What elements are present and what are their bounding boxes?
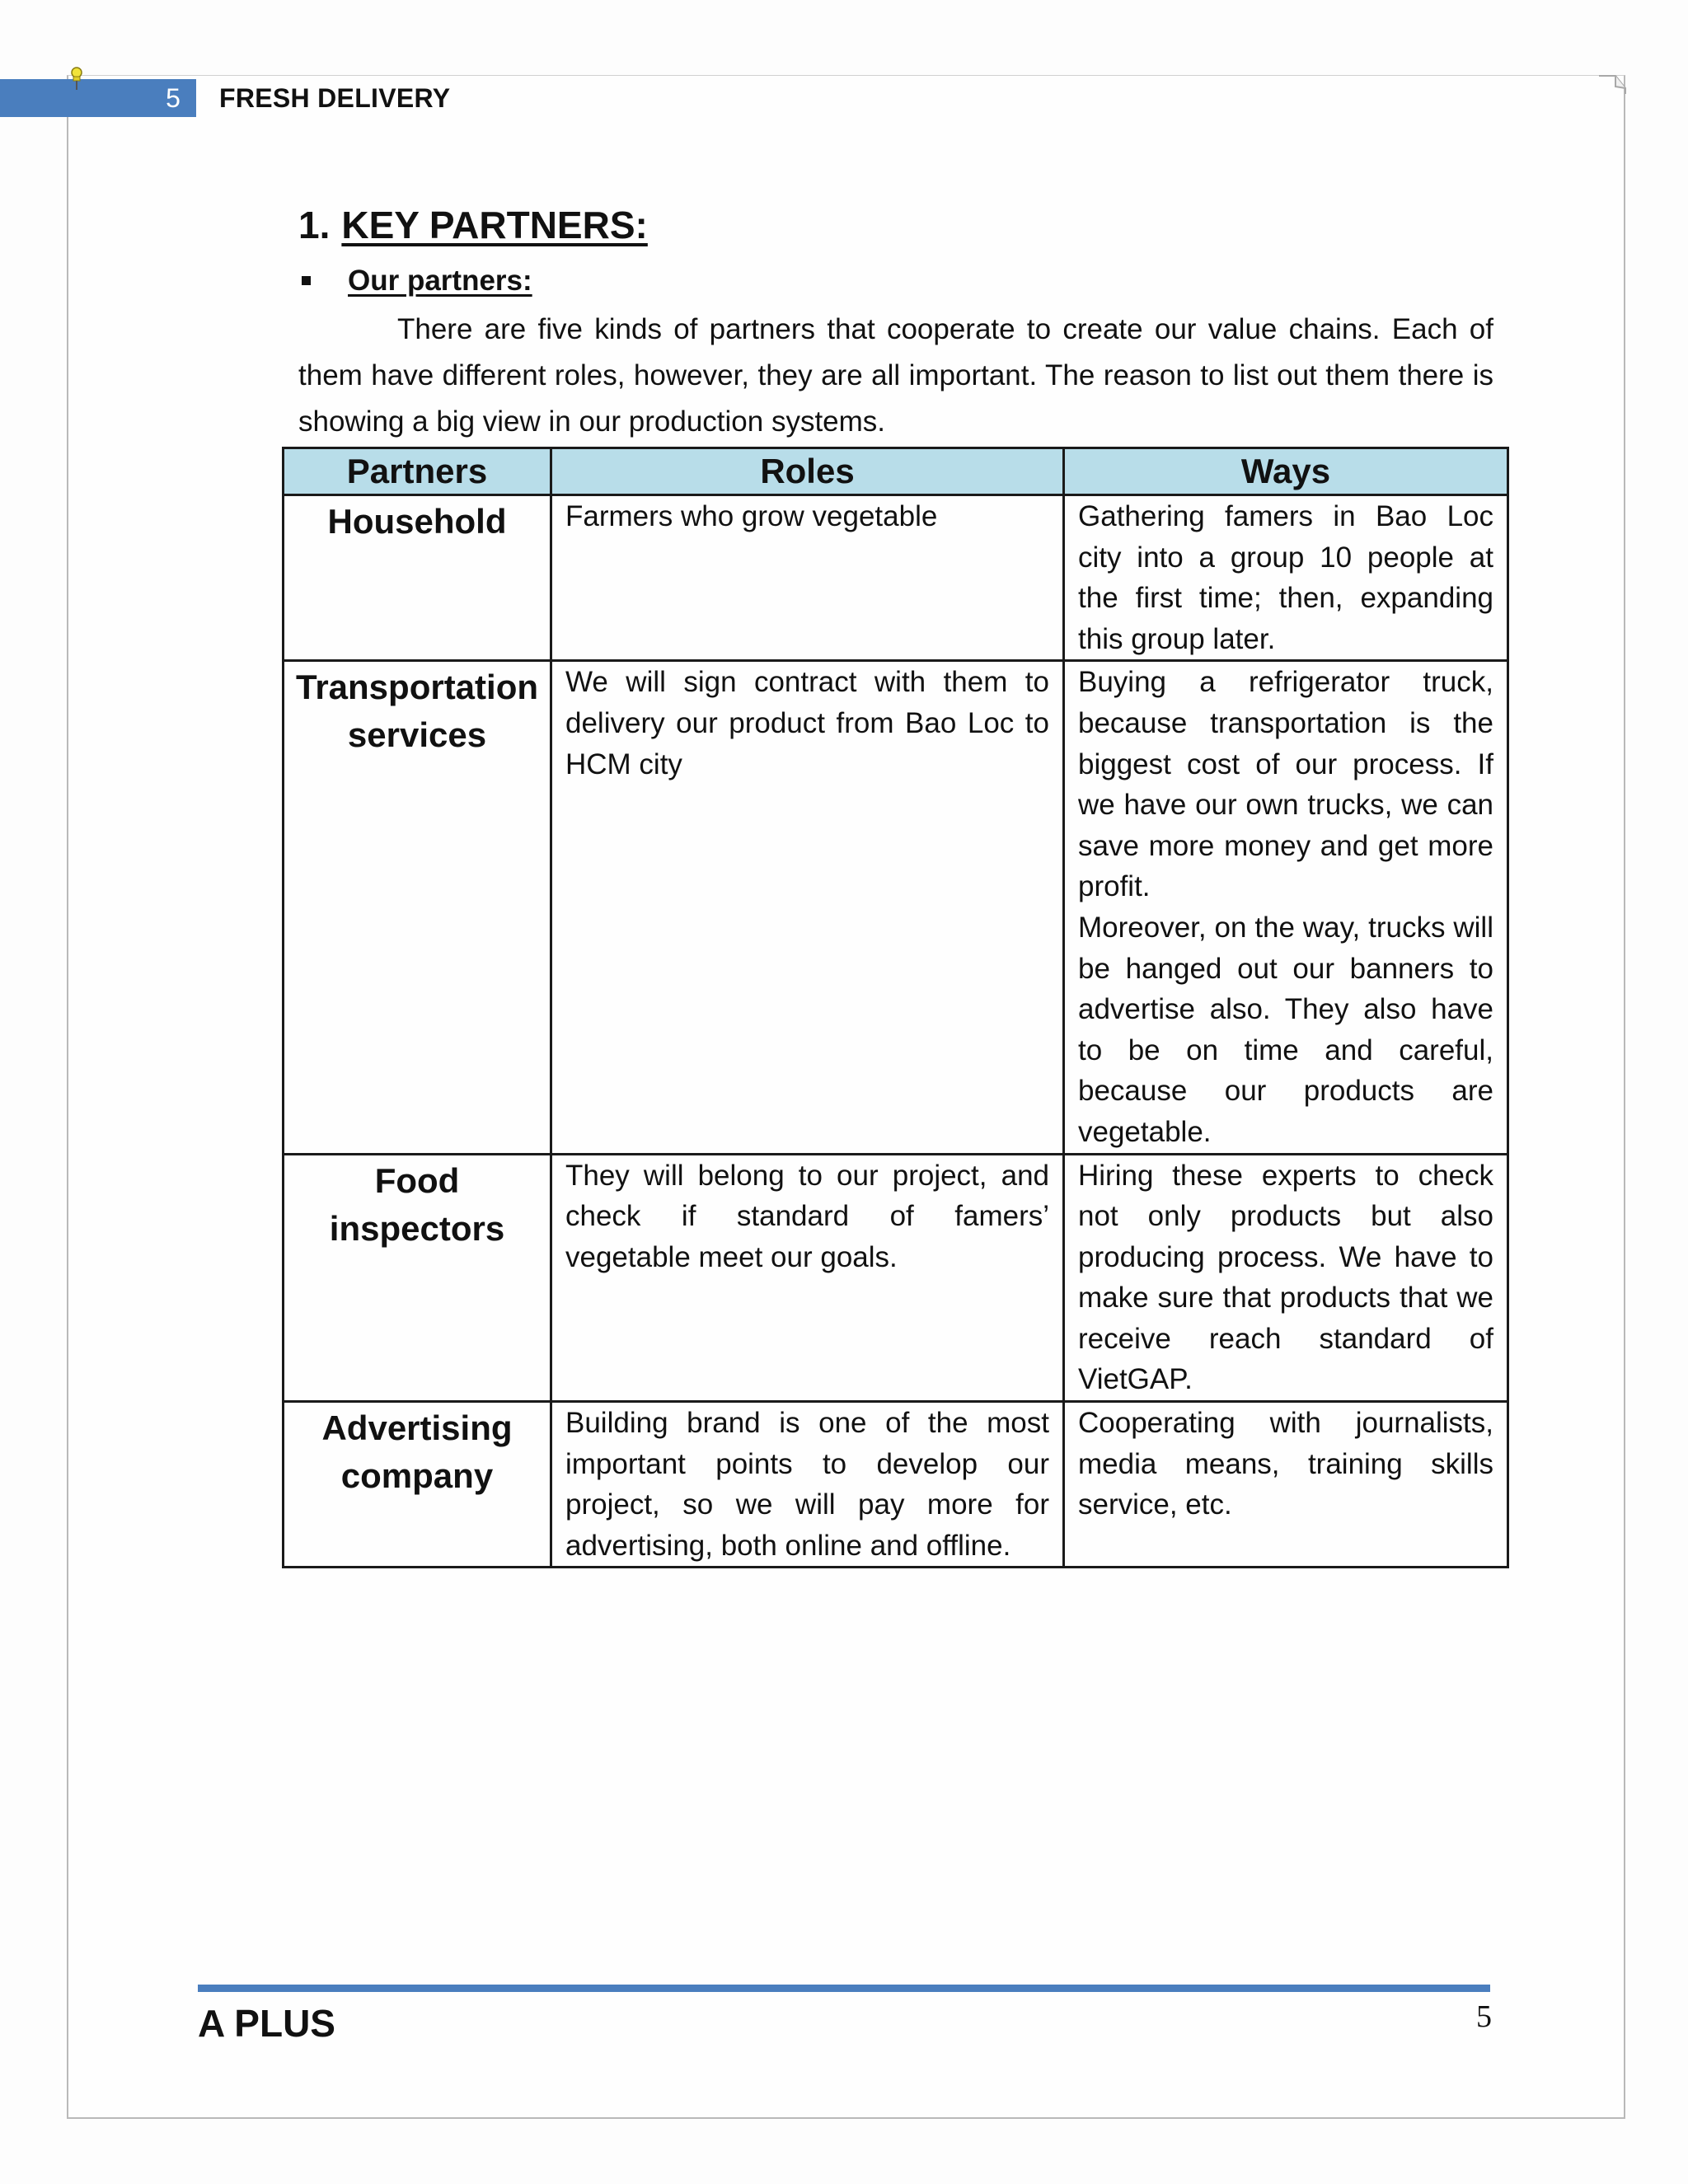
- square-bullet-icon: [302, 276, 311, 285]
- pushpin-icon: [68, 66, 86, 91]
- section-title-text: KEY PARTNERS:: [341, 204, 648, 246]
- page-corner-fold-icon: [1597, 75, 1627, 95]
- table-header-row: [284, 448, 1508, 495]
- header-title: FRESH DELIVERY: [219, 83, 451, 113]
- way-cell: Hiring these experts to check not only products but also producing process. We have to make sure that products that we receive reach standard of VietGAP.: [1064, 1154, 1508, 1402]
- table-row: [284, 1154, 1508, 1402]
- way-cell: Gathering famers in Bao Loc city into a group 10 people at the first time; then, expanding this group later.: [1064, 495, 1508, 661]
- intro-paragraph: There are five kinds of partners that cooperate to create our value chains. Each of them have different roles, however, they are all important. The reason to list out them there is showing a big view in our production systems.: [298, 313, 1493, 438]
- way-cell: Cooperating with journalists, media means, training skills service, etc.: [1064, 1402, 1508, 1568]
- partners-table: [282, 447, 1509, 1568]
- column-header-ways: Ways: [1064, 448, 1508, 495]
- sub-heading-label: Our partners:: [348, 265, 532, 297]
- way-paragraph: Moreover, on the way, trucks will be hanged out our banners to advertise also. They also have to be on time and careful, because our products are vegetable.: [1078, 911, 1493, 1148]
- section-number: 1.: [298, 204, 331, 246]
- sub-heading: [298, 260, 1493, 302]
- header-page-number: 5: [166, 83, 181, 113]
- footer-page-number: 5: [1476, 1999, 1492, 2034]
- way-paragraph: Buying a refrigerator truck, because transportation is the biggest cost of our process. If we have our own trucks, we can save more money and get more profit.: [1078, 666, 1493, 903]
- footer-label: A PLUS: [198, 2002, 335, 2045]
- partner-cell: Food inspectors: [284, 1154, 551, 1402]
- partner-cell: Advertising company: [284, 1402, 551, 1568]
- partner-cell: Household: [284, 495, 551, 661]
- footer-rule: [198, 1985, 1490, 1992]
- column-header-roles: Roles: [551, 448, 1064, 495]
- table-row: [284, 661, 1508, 1154]
- section-title: [298, 198, 1493, 252]
- role-cell: Farmers who grow vegetable: [551, 495, 1064, 661]
- column-header-partners: Partners: [284, 448, 551, 495]
- role-cell: Building brand is one of the most important points to develop our project, so we will pay more for advertising, both online and offline.: [551, 1402, 1064, 1568]
- partner-cell: Transportation services: [284, 661, 551, 1154]
- role-cell: We will sign contract with them to delivery our product from Bao Loc to HCM city: [551, 661, 1064, 1154]
- content: [298, 198, 1493, 445]
- way-cell: [1064, 661, 1508, 1154]
- table-row: [284, 495, 1508, 661]
- table-row: [284, 1402, 1508, 1568]
- role-cell: They will belong to our project, and check if standard of famers’ vegetable meet our goals.: [551, 1154, 1064, 1402]
